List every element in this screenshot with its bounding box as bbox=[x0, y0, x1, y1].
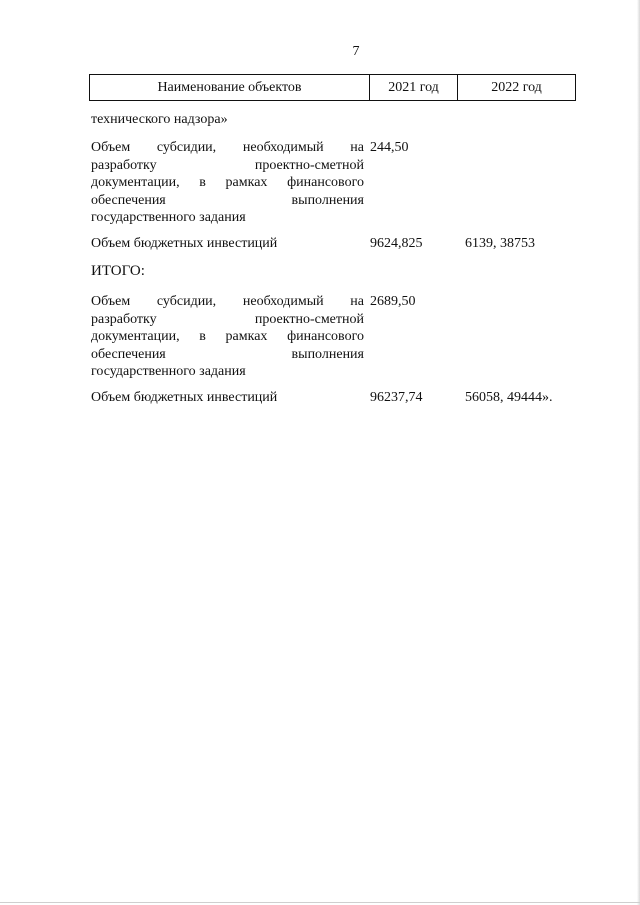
word: обеспечения bbox=[91, 192, 166, 208]
block1-investment-2021: 9624,825 bbox=[370, 236, 423, 251]
word: государственного задания bbox=[91, 364, 246, 379]
word: необходимый bbox=[242, 294, 324, 309]
block2-line-2 bbox=[91, 311, 364, 329]
block2-investment-2022: 56058, 49444». bbox=[465, 390, 553, 405]
block2-investment-2021: 96237,74 bbox=[370, 390, 423, 405]
block2-line-5 bbox=[91, 363, 364, 381]
block1-line-3 bbox=[91, 174, 364, 192]
block1-line-2 bbox=[91, 157, 364, 175]
continued-text: технического надзора» bbox=[91, 112, 228, 127]
block1-investment-2022: 6139, 38753 bbox=[465, 236, 535, 251]
word: на bbox=[350, 294, 364, 309]
block1-investment-label: Объем бюджетных инвестиций bbox=[91, 236, 278, 251]
word: разработку bbox=[91, 157, 157, 173]
word: финансового bbox=[287, 329, 364, 344]
page-number: 7 bbox=[352, 44, 360, 59]
word: рамках bbox=[225, 329, 268, 344]
word: документации, bbox=[91, 175, 180, 190]
block1-line-4 bbox=[91, 192, 364, 210]
total-label: ИТОГО: bbox=[91, 263, 145, 279]
word: на bbox=[350, 140, 364, 155]
word: проектно-сметной bbox=[254, 311, 364, 327]
word: разработку bbox=[91, 311, 157, 327]
header-2021-column: 2021 год bbox=[370, 75, 458, 100]
block2-line-1 bbox=[91, 293, 364, 311]
block2-line-3 bbox=[91, 328, 364, 346]
word: в bbox=[199, 175, 206, 190]
block2-subsidy-2021: 2689,50 bbox=[370, 294, 416, 309]
word: выполнения bbox=[291, 192, 364, 208]
block1-line-1 bbox=[91, 139, 364, 157]
table-header bbox=[89, 74, 576, 101]
word: субсидии, bbox=[156, 140, 217, 155]
header-name-column: Наименование объектов bbox=[90, 75, 370, 100]
word: государственного задания bbox=[91, 210, 246, 225]
word: проектно-сметной bbox=[254, 157, 364, 173]
page-bottom-edge bbox=[0, 902, 640, 903]
word: рамках bbox=[225, 175, 268, 190]
word: Объем bbox=[91, 294, 131, 309]
header-2022-column: 2022 год bbox=[491, 79, 542, 95]
word: необходимый bbox=[242, 140, 324, 155]
block2-line-4 bbox=[91, 346, 364, 364]
word: финансового bbox=[287, 175, 364, 190]
word: обеспечения bbox=[91, 346, 166, 362]
word: Объем bbox=[91, 140, 131, 155]
block2-subsidy-description bbox=[91, 293, 364, 381]
block2-investment-label: Объем бюджетных инвестиций bbox=[91, 390, 278, 405]
block1-line-5 bbox=[91, 209, 364, 227]
word: субсидии, bbox=[156, 294, 217, 309]
word: в bbox=[199, 329, 206, 344]
block1-subsidy-2021: 244,50 bbox=[370, 140, 409, 155]
word: выполнения bbox=[291, 346, 364, 362]
block1-subsidy-description bbox=[91, 139, 364, 227]
word: документации, bbox=[91, 329, 180, 344]
